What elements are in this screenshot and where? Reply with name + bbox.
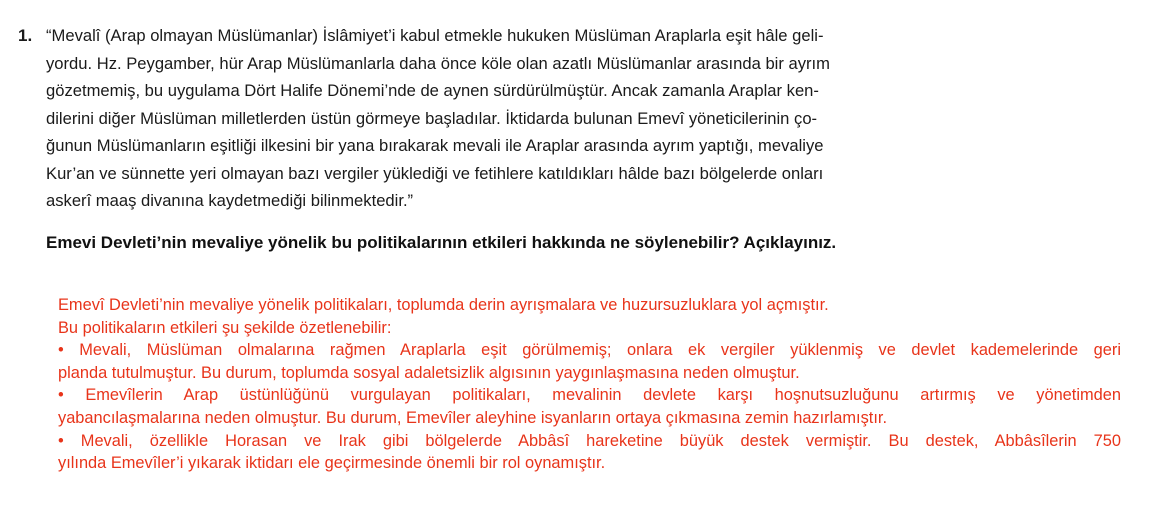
answer-text bbox=[58, 294, 1128, 475]
passage-line: “Mevalî (Arap olmayan Müslümanlar) İslâmiyet’i kabul etmekle hukuken Müslüman Araplarla eşit hâle geli- bbox=[46, 26, 824, 45]
answer-line: yabancılaşmalarına neden olmuştur. Bu durum, Emevîler aleyhine isyanların ortaya çıkmasına zemin hazırlamıştır. bbox=[58, 408, 888, 427]
passage-line: Kur’an ve sünnette yeri olmayan bazı vergiler yüklediği ve fetihlere katıldıkları hâlde bazı bölgelerde onları bbox=[46, 163, 824, 183]
passage-line: dilerini diğer Müslüman milletlerden üstün görmeye başladılar. İktidarda bulunan Emevî yöneticilerinin ço- bbox=[46, 108, 818, 128]
passage-line: ğunun Müslümanların eşitliği ilkesini bir yana bırakarak mevali ile Araplar arasında ayrım yaptığı, mevaliye bbox=[46, 136, 824, 155]
answer-line: Bu politikaların etkileri şu şekilde özetlenebilir: bbox=[58, 318, 392, 337]
question-passage bbox=[46, 22, 976, 215]
question-prompt: Emevi Devleti’nin mevaliye yönelik bu politikalarının etkileri hakkında ne söylenebilir? Açıklayınız. bbox=[46, 233, 837, 252]
answer-line: Emevî Devleti’nin mevaliye yönelik politikaları, toplumda derin ayrışmalara ve huzursuzluklara yol açmıştır. bbox=[58, 296, 829, 314]
answer-line: planda tutulmuştur. Bu durum, toplumda sosyal adaletsizlik algısının yaygınlaşmasına neden olmuştur. bbox=[58, 363, 800, 382]
passage-line: gözetmemiş, bu uygulama Dört Halife Dönemi’nde de aynen sürdürülmüştür. Ancak zamanla Araplar ken- bbox=[46, 81, 819, 100]
answer-line: yılında Emevîler’i yıkarak iktidarı ele geçirmesinde önemli bir rol oynamıştır. bbox=[58, 454, 606, 473]
question-number: 1. bbox=[18, 26, 33, 45]
passage-line: yordu. Hz. Peygamber, hür Arap Müslümanlarla daha önce köle olan azatlı Müslümanlar arasında bir ayrım bbox=[46, 53, 830, 73]
passage-line: askerî maaş divanına kaydetmediği bilinmektedir.” bbox=[46, 191, 414, 210]
answer-bullet-line: • Mevali, Müslüman olmalarına rağmen Araplarla eşit görülmemiş; onlara ek vergiler yüklenmiş ve devlet kademelerinde geri bbox=[58, 341, 1121, 360]
answer-bullet-line: • Mevali, özellikle Horasan ve Irak gibi bölgelerde Abbâsî hareketine büyük destek vermiştir. Bu destek, Abbâsîlerin 750 bbox=[58, 431, 1121, 450]
answer-bullet-line: • Emevîlerin Arap üstünlüğünü vurgulayan politikaları, mevalinin devlete karşı hoşnutsuzluğunu artırmış ve yönetimden bbox=[58, 386, 1121, 405]
